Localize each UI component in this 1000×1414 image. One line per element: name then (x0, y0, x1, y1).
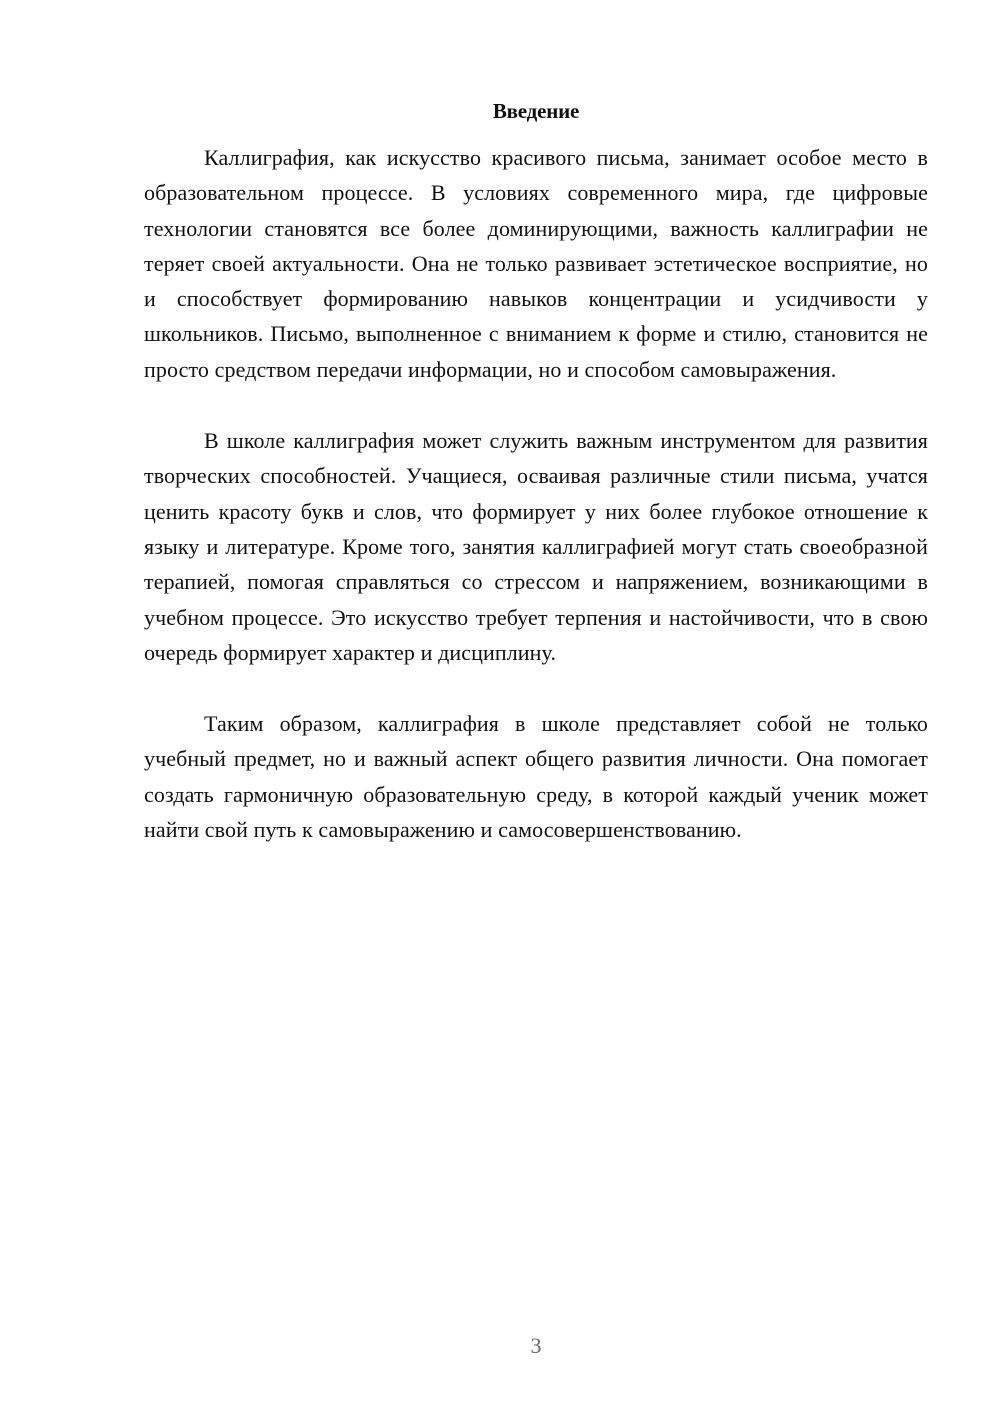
page-number: 3 (530, 1333, 542, 1358)
paragraph-3: Таким образом, каллиграфия в школе представляет собой не только учебный предмет, но и важный аспект общего развития личности. Она помогает создать гармоничную образовательную среду, в которой каждый ученик может найти свой путь к самовыражению и самосовершенствованию. (144, 711, 928, 843)
section-title: Введение (492, 99, 580, 123)
paragraph-1: Каллиграфия, как искусство красивого письма, занимает особое место в образовательном процессе. В условиях современного мира, где цифровые технологии становятся все более доминирующими, важность каллиграфии не теряет своей актуальности. Она не только развивает эстетическое восприятие, но и способствует формированию навыков концентрации и усидчивости у школьников. Письмо, выполненное с вниманием к форме и стилю, становится не просто средством передачи информации, но и способом самовыражения. (144, 145, 928, 382)
page-content (144, 96, 928, 883)
paragraph-2: В школе каллиграфия может служить важным инструментом для развития творческих способностей. Учащиеся, осваивая различные стили письма, учатся ценить красоту букв и слов, что формирует у них более глубокое отношение к языку и литературе. Кроме того, занятия каллиграфией могут стать своеобразной терапией, помогая справляться со стрессом и напряжением, возникающими в учебном процессе. Это искусство требует терпения и настойчивости, что в свою очередь формирует характер и дисциплину. (144, 428, 928, 665)
